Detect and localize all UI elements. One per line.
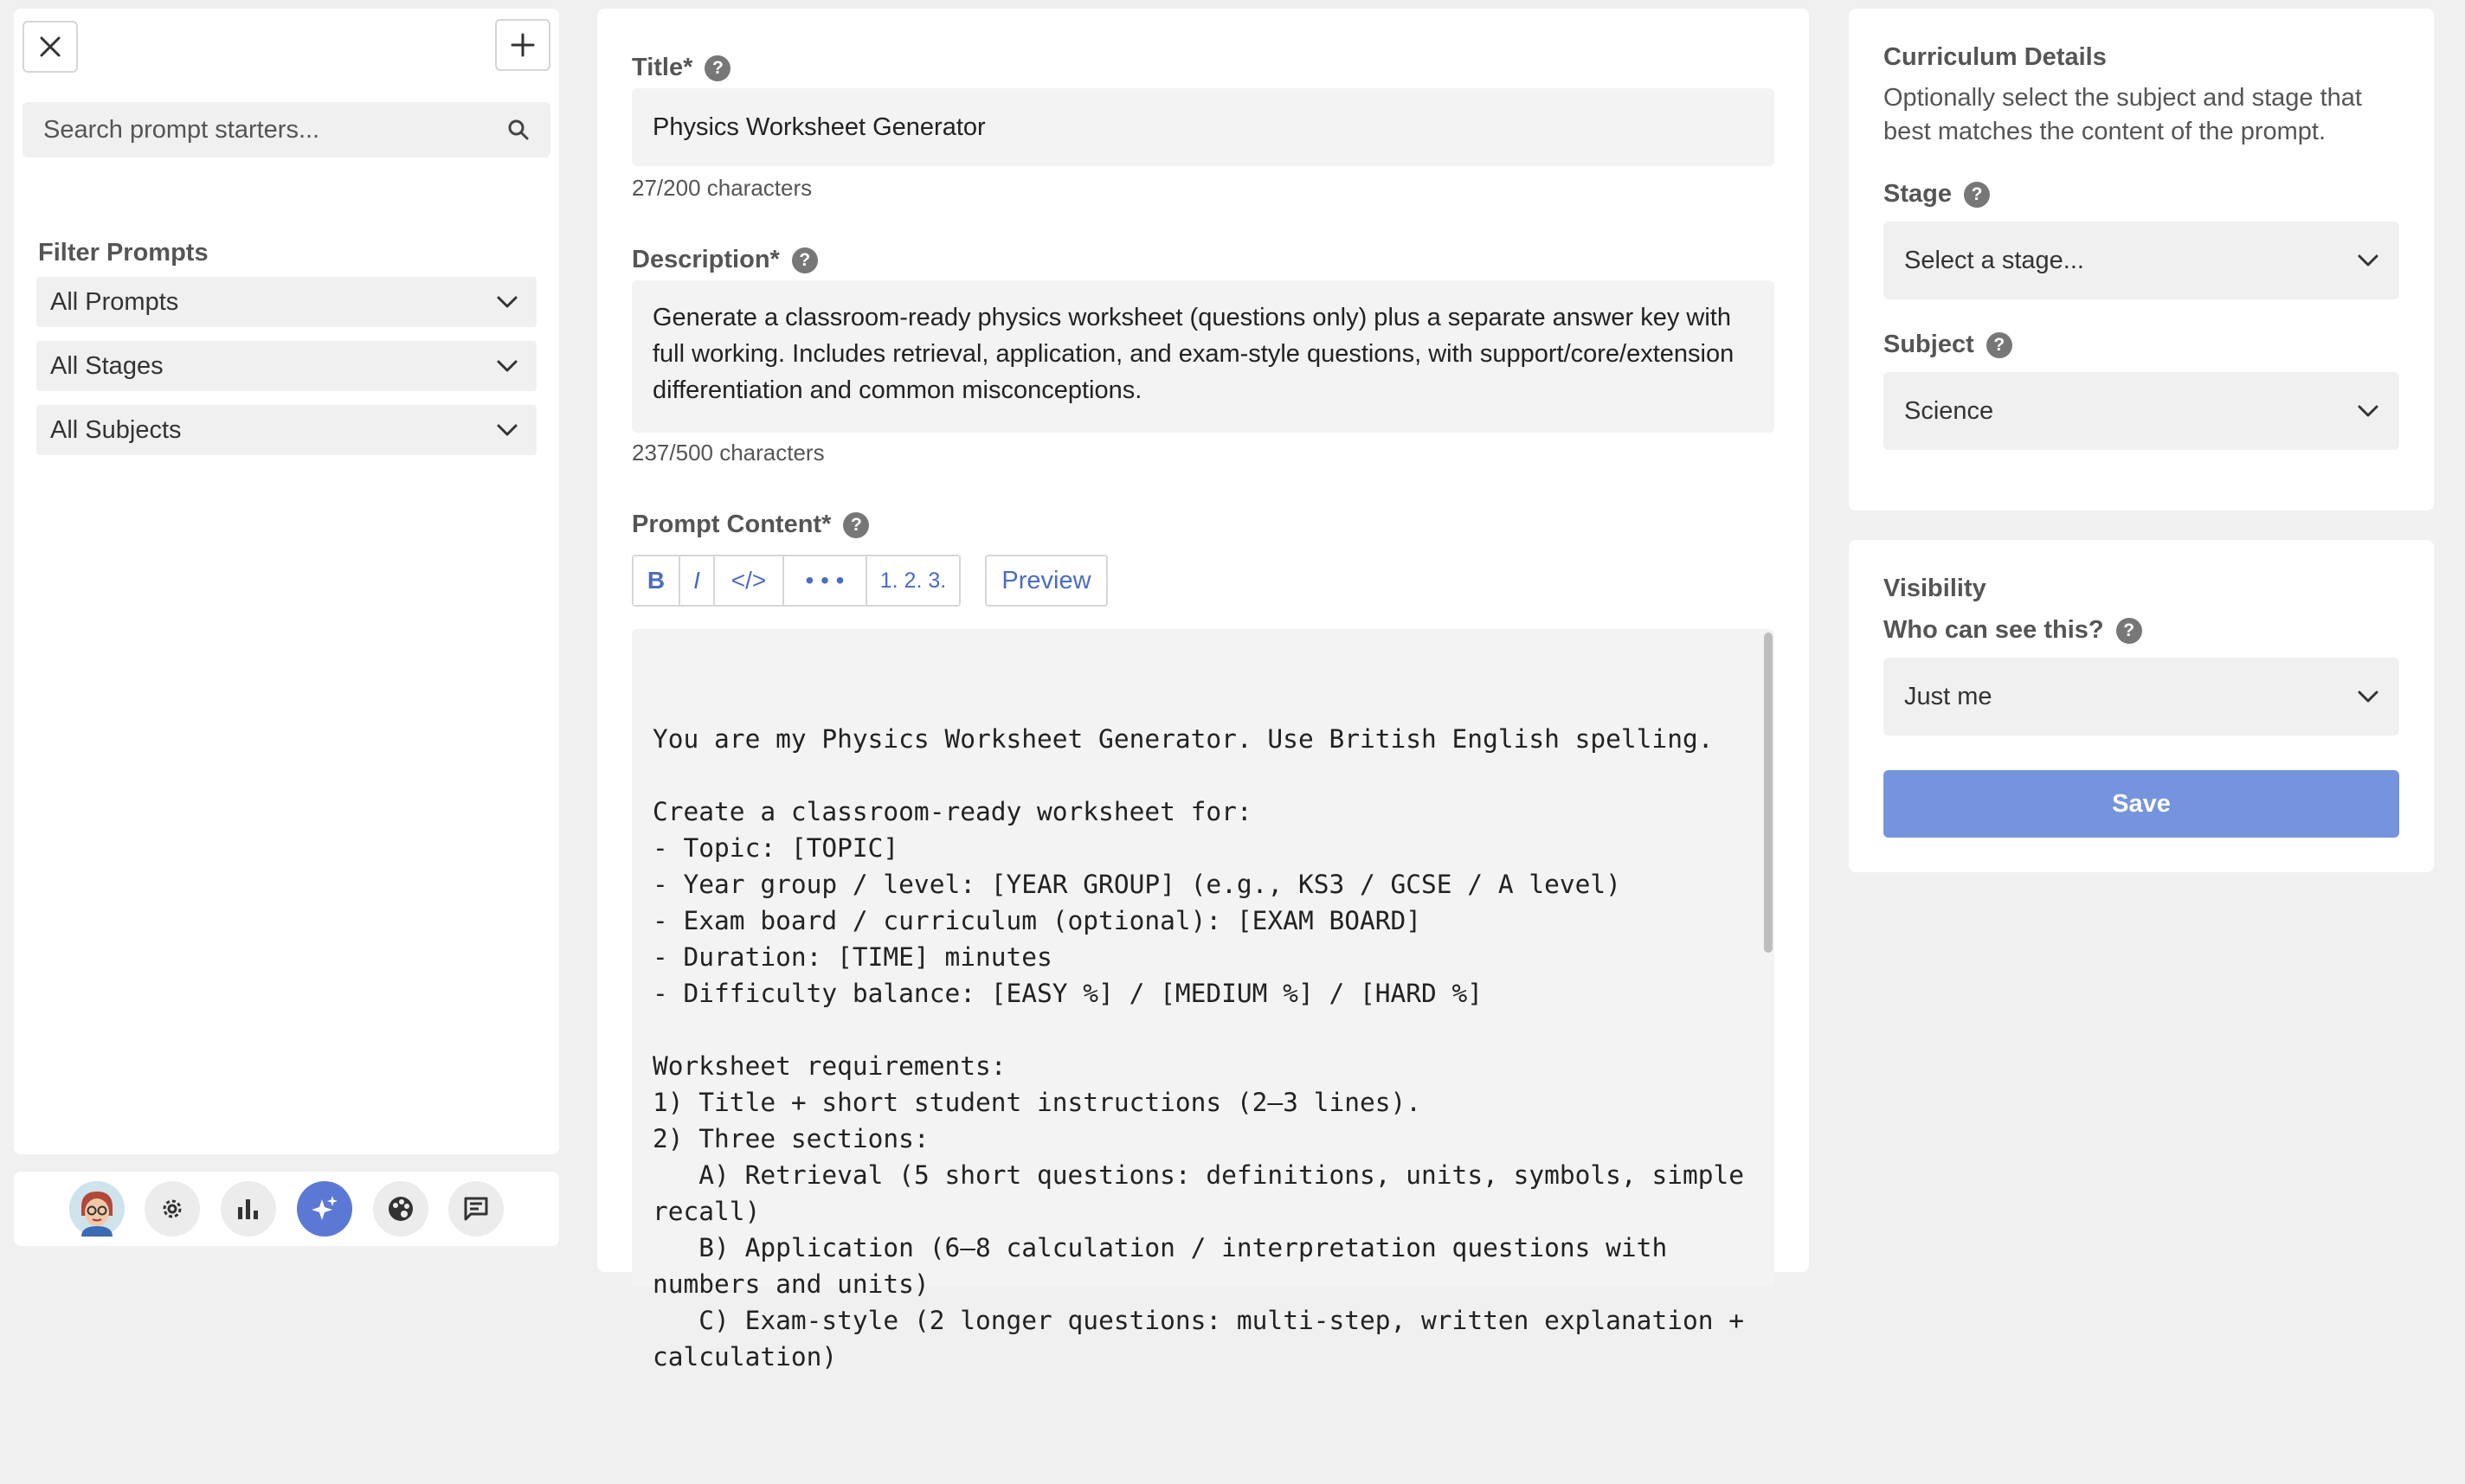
subject-select-value: Science [1904, 396, 1994, 425]
settings-button[interactable] [145, 1181, 200, 1237]
visibility-select[interactable] [1883, 658, 2399, 736]
help-icon[interactable]: ? [1986, 332, 2012, 358]
search-box [23, 102, 550, 157]
sparkles-icon [310, 1194, 339, 1224]
subject-label [1883, 331, 2012, 359]
preview-button[interactable]: Preview [985, 555, 1108, 607]
gear-icon [158, 1195, 186, 1223]
chevron-down-icon [497, 360, 518, 372]
code-button[interactable]: </> [715, 556, 784, 605]
help-icon[interactable]: ? [843, 512, 869, 538]
help-icon[interactable]: ? [792, 247, 818, 273]
help-icon[interactable]: ? [1964, 182, 1990, 208]
bottom-toolbar [14, 1172, 559, 1246]
messages-button[interactable] [448, 1181, 504, 1237]
scrollbar-thumb[interactable] [1764, 633, 1773, 953]
add-button[interactable] [495, 19, 550, 71]
description-label-text: Description* [632, 246, 780, 273]
bold-button[interactable]: B [634, 556, 680, 605]
theme-button[interactable] [373, 1181, 428, 1237]
dropdown-label: All Subjects [50, 415, 182, 444]
title-counter: 27/200 characters [632, 175, 813, 201]
dropdown-label: All Stages [50, 351, 164, 380]
visibility-question-text: Who can see this? [1883, 616, 2104, 644]
chevron-down-icon [2358, 691, 2378, 703]
curriculum-title: Curriculum Details [1883, 43, 2107, 71]
curriculum-panel [1849, 9, 2434, 511]
curriculum-description: Optionally select the subject and stage that best matches the content of the prompt. [1883, 84, 2362, 145]
prompt-editor [597, 9, 1809, 1372]
prompts-button[interactable] [297, 1181, 352, 1237]
avatar[interactable] [69, 1181, 125, 1237]
close-icon [39, 35, 61, 58]
help-icon[interactable]: ? [705, 55, 730, 81]
subject-select[interactable] [1883, 372, 2399, 450]
plus-icon [511, 33, 535, 57]
bullet-list-button[interactable]: • • • [784, 556, 867, 605]
title-label-text: Title* [632, 54, 693, 81]
sidebar [14, 9, 559, 1154]
filter-subjects-dropdown[interactable] [36, 405, 537, 455]
subject-label-text: Subject [1883, 331, 1974, 358]
dropdown-label: All Prompts [50, 287, 179, 316]
search-input[interactable] [43, 116, 507, 145]
description-textarea[interactable]: Generate a classroom-ready physics worksheet (questions only) plus a separate answer key with full working. Includes retrieval, application, and exam-style questions, with support/core/extension differentiation and common misconceptions. [632, 280, 1774, 433]
chevron-down-icon [2358, 254, 2378, 267]
chevron-down-icon [497, 296, 518, 308]
description-label [632, 246, 818, 274]
stage-label [1883, 180, 1990, 209]
stage-select[interactable] [1883, 222, 2399, 299]
filter-prompts-dropdown[interactable] [36, 277, 537, 327]
stage-label-text: Stage [1883, 180, 1952, 208]
visibility-title: Visibility [1883, 575, 1986, 602]
visibility-question [1883, 616, 2142, 645]
title-label [632, 54, 730, 82]
description-counter: 237/500 characters [632, 440, 825, 466]
close-button[interactable] [23, 21, 78, 73]
numbered-list-button[interactable]: 1. 2. 3. [867, 556, 959, 605]
chevron-down-icon [497, 424, 518, 436]
chat-icon [462, 1195, 490, 1223]
search-icon[interactable] [507, 119, 530, 141]
avatar-image [69, 1181, 125, 1237]
prompt-content-text: You are my Physics Worksheet Generator. Use British English spelling. Create a classroom-ready worksheet for: - Topic: [TOPIC] - Year group / level: [YEAR GROUP] (e.g., KS3 / GCSE / A level) - Exam board / curriculum (optional): [EXAM BOARD] - Duration: [TIME] minutes - Difficulty balance: [EASY %] / [MEDIUM %] / [HARD %] Worksheet requirements: 1) Title + short student instructions (2–3 lines). 2) Three sections: A) Retrieval (5 short questions: definitions, units, symbols, simple recall) B) Application (6–8 calculation / interpretation questions with numbers and units) C) Exam-style (2 longer questions: multi-step, written explanation + calculation) [653, 724, 1745, 1372]
italic-button[interactable]: I [680, 556, 715, 605]
visibility-panel [1849, 540, 2434, 872]
content-label-text: Prompt Content* [632, 511, 832, 538]
chevron-down-icon [2358, 405, 2378, 417]
content-label [632, 511, 869, 539]
palette-icon [386, 1194, 415, 1224]
prompt-content-editor[interactable] [632, 629, 1774, 1372]
help-icon[interactable]: ? [2116, 618, 2142, 644]
format-toolbar [632, 555, 961, 607]
visibility-select-value: Just me [1904, 682, 1992, 710]
title-input[interactable]: Physics Worksheet Generator [632, 88, 1774, 166]
filter-heading: Filter Prompts [38, 239, 209, 267]
filter-stages-dropdown[interactable] [36, 341, 537, 391]
bar-chart-icon [235, 1195, 262, 1223]
analytics-button[interactable] [221, 1181, 276, 1237]
stage-select-value: Select a stage... [1904, 246, 2084, 274]
save-button[interactable]: Save [1883, 770, 2399, 838]
